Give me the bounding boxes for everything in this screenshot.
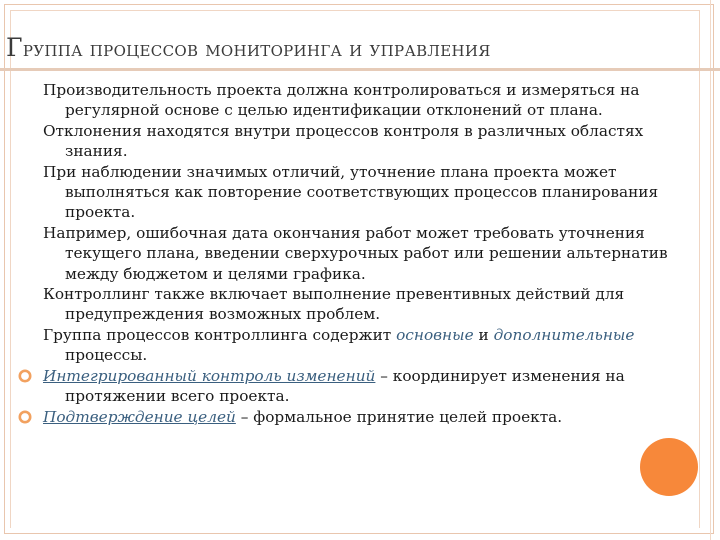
bullet-text: – формальное принятие целей проекта.	[235, 407, 563, 426]
orange-ring-icon	[18, 410, 32, 424]
paragraph: При наблюдении значимых отличий, уточнение плана проекта может выполняться как повторение соответствующих процессов планирования проекта.	[43, 162, 659, 222]
bullet-item	[43, 366, 698, 407]
bullet-term: Интегрированный контроль изменений	[43, 366, 376, 385]
additional-processes-term: дополнительные	[493, 325, 635, 344]
orange-circle-decoration	[640, 438, 698, 496]
paragraph: Производительность проекта должна контролироваться и измеряться на регулярной основе с целью идентификации отклонений от плана.	[43, 81, 640, 120]
main-processes-term: основные	[396, 325, 474, 344]
title-rest: руппа процессов мониторинга и управления	[22, 37, 491, 61]
bullet-item	[43, 407, 698, 427]
title-initial: Г	[6, 33, 23, 62]
bullet-term: Подтверждение целей	[43, 407, 236, 426]
group-and: и	[473, 325, 494, 344]
group-prefix: Группа процессов контроллинга содержит	[43, 325, 397, 344]
group-paragraph	[43, 325, 698, 366]
right-border-line	[710, 0, 711, 540]
bullet-text: – координирует изменения на протяжении всего проекта.	[65, 366, 625, 406]
paragraph: Контроллинг также включает выполнение превентивных действий для предупреждения возможных проблем.	[43, 285, 625, 324]
title-underline	[0, 68, 720, 71]
paragraph: Например, ошибочная дата окончания работ может требовать уточнения текущего плана, введении сверхурочных работ или решении альтернатив между бюджетом и целями графика.	[43, 223, 668, 283]
slide-body	[43, 80, 698, 427]
paragraph: Отклонения находятся внутри процессов контроля в различных областях знания.	[43, 121, 644, 161]
slide-title	[6, 33, 706, 62]
orange-ring-icon	[18, 369, 32, 383]
group-suffix: процессы.	[65, 346, 148, 365]
